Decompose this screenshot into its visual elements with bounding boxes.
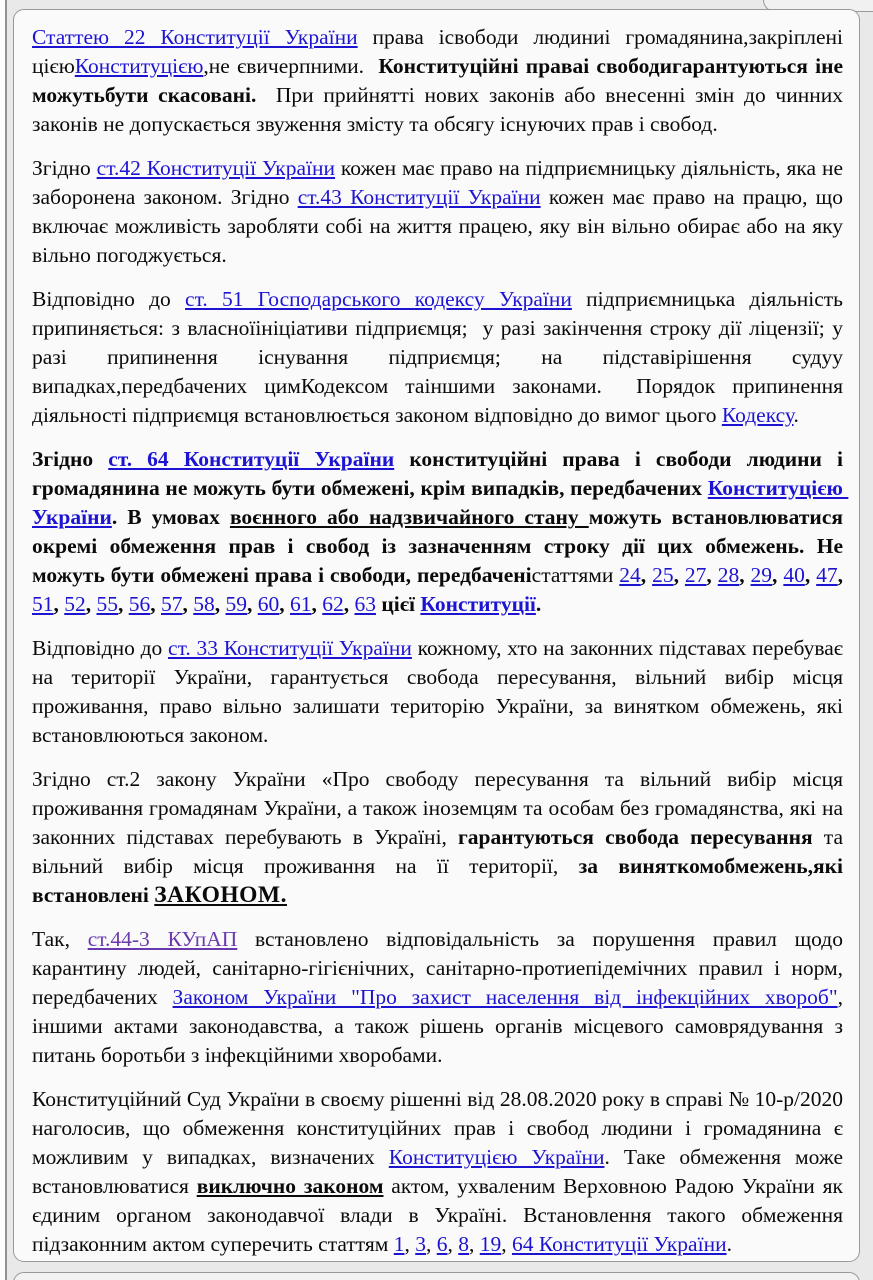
text-run: . — [726, 1232, 732, 1256]
text-run: Конституційні праваі свободигарантуються іне можутьбути скасовані. — [32, 54, 849, 107]
hyperlink[interactable]: 8 — [458, 1232, 469, 1256]
paragraph — [32, 445, 849, 619]
text-run: , — [804, 563, 817, 587]
hyperlink[interactable]: 28 — [717, 563, 740, 587]
text-run: Відповідно до — [32, 636, 169, 660]
hyperlink[interactable]: 27 — [684, 563, 707, 587]
text-run: ,не євичерпними. — [203, 54, 379, 78]
text-run: , — [85, 592, 97, 616]
text-run: , — [501, 1232, 512, 1256]
text-run: , — [53, 592, 65, 616]
hyperlink[interactable]: 51 — [32, 592, 54, 616]
text-run: , — [837, 563, 849, 587]
text-run: , — [772, 563, 784, 587]
text-run: . В умовах — [111, 505, 230, 529]
paragraph — [32, 765, 849, 910]
hyperlink[interactable]: ст.43 Конституції України — [297, 185, 541, 209]
text-run: кожен має право на підприємницьку діяльність, яка не заборонена законом. Згідно — [32, 156, 849, 209]
hyperlink[interactable]: 55 — [96, 592, 118, 616]
hyperlink[interactable]: 25 — [652, 563, 674, 587]
hyperlink[interactable]: ст. 51 Господарського кодексу України — [185, 287, 572, 311]
text-run: , — [404, 1232, 416, 1256]
hyperlink[interactable]: 56 — [128, 592, 151, 616]
text-run: , — [279, 592, 290, 616]
hyperlink[interactable]: 1 — [393, 1232, 405, 1256]
hyperlink[interactable]: ст. 64 Конституції України — [108, 447, 395, 471]
text-run: , — [214, 592, 226, 616]
hyperlink[interactable]: 60 — [257, 592, 280, 616]
hyperlink[interactable]: Конституції — [420, 592, 536, 616]
paragraph — [32, 23, 849, 139]
text-run: , — [247, 592, 258, 616]
text-run: конституційні права і свободи людини і громадянина не можуть бути обмежені, крім випадків, передбачених — [32, 447, 849, 500]
hyperlink[interactable]: ст. 33 Конституції України — [168, 636, 412, 660]
hyperlink[interactable]: Конституцією України — [32, 476, 849, 529]
text-run: Відповідно до — [32, 287, 186, 311]
paragraph — [32, 154, 849, 270]
text-run: При прийнятті нових законів або внесенні змін до чинних законів не допускається звуження змісту та обсягу існуючих прав і свобод. — [32, 83, 849, 136]
hyperlink[interactable]: 6 — [436, 1232, 448, 1256]
text-run: актом, ухваленим Верховною Радою України як єдиним органом законодавчої влади в Україні. Встановлення такого обмеження підзаконним актом суперечить статтям — [32, 1174, 849, 1256]
text-run: за виняткомобмежень,які встановлені — [32, 854, 849, 907]
hyperlink[interactable]: Законом України "Про захист населення від інфекційних хвороб" — [172, 985, 838, 1009]
text-run: , — [640, 563, 653, 587]
paragraph — [32, 1085, 849, 1259]
text-run: встановлено відповідальність за порушення правил щодо карантину людей, санітарно-гігієнічних, санітарно-протиепідемічних правил і норм, передбачених — [32, 927, 849, 1009]
text-run: , — [182, 592, 194, 616]
text-run: виключно законом — [196, 1174, 384, 1198]
text-run: Згідно — [32, 156, 97, 180]
text-run: , — [118, 592, 129, 616]
hyperlink[interactable]: 40 — [783, 563, 805, 587]
text-run: права ісвободи людиниі громадянина,закріплені цією — [32, 25, 849, 78]
text-run: Згідно — [32, 447, 109, 471]
hyperlink[interactable]: ст.42 Конституції України — [96, 156, 336, 180]
text-run: , — [706, 563, 718, 587]
panel-divider-line — [5, 0, 7, 1280]
next-page-card-edge — [13, 1272, 860, 1280]
hyperlink[interactable]: Конституцією України — [388, 1145, 605, 1169]
document-page-card — [13, 9, 860, 1262]
text-run: , іншими актами законодавства, а також рішень органів місцевого самоврядування з питань боротьби з інфекційними хворобами. — [32, 985, 849, 1067]
paragraph — [32, 925, 849, 1070]
hyperlink[interactable]: 52 — [64, 592, 86, 616]
hyperlink[interactable]: Конституцією — [74, 54, 204, 78]
text-run: Так, — [32, 927, 88, 951]
hyperlink[interactable]: 47 — [816, 563, 838, 587]
paragraph — [32, 285, 849, 430]
hyperlink[interactable]: Статтею 22 Конституції України — [32, 25, 358, 49]
hyperlink[interactable]: 24 — [619, 563, 641, 587]
text-run: можуть встановлюватися окремі обмеження прав і свобод із зазначенням строку дії цих обмежень. Не можуть бути обмежені права і свободи, передбачені — [32, 505, 849, 587]
paragraph — [32, 634, 849, 750]
text-run: кожному, хто на законних підставах перебуває на території України, гарантується свобода пересування, вільний вибір місця проживання, право вільно залишати територію України, за винятком обмежень, які встановлюються законом. — [32, 636, 849, 747]
text-run: воєнного або надзвичайного стану — [229, 505, 589, 529]
hyperlink[interactable]: 62 — [322, 592, 344, 616]
text-run: . — [793, 403, 799, 427]
hyperlink[interactable]: 64 Конституції України — [511, 1232, 727, 1256]
text-run: гарантуються свобода пересування — [458, 825, 813, 849]
hyperlink[interactable]: 61 — [290, 592, 312, 616]
text-run: , — [447, 1232, 459, 1256]
hyperlink[interactable]: 59 — [225, 592, 247, 616]
text-run: Конституційний Суд України в своєму рішенні від 28.08.2020 року в справі № 10-р/2020 наголосив, що обмеження конституційних прав і свобод людини і громадянина є можливим у випадках, визначених — [32, 1087, 849, 1169]
hyperlink[interactable]: 3 — [415, 1232, 426, 1256]
text-run: кожен має право на працю, що включає можливість заробляти собі на життя працею, яку він вільно обирає або на яку вільно погоджується. — [32, 185, 849, 267]
text-run: . — [535, 592, 542, 616]
text-run: , — [673, 563, 685, 587]
hyperlink[interactable]: 29 — [750, 563, 773, 587]
text-run: , — [343, 592, 355, 616]
text-run: статтями — [531, 563, 620, 587]
text-run: , — [468, 1232, 480, 1256]
hyperlink[interactable]: 58 — [193, 592, 215, 616]
text-run: , — [150, 592, 161, 616]
hyperlink[interactable]: 57 — [161, 592, 183, 616]
text-run: , — [425, 1232, 437, 1256]
hyperlink[interactable]: 19 — [479, 1232, 502, 1256]
hyperlink[interactable]: ст.44-3 КУпАП — [87, 927, 238, 951]
text-run: цієї — [376, 592, 421, 616]
hyperlink[interactable]: Кодексу — [721, 403, 794, 427]
text-run: , — [311, 592, 323, 616]
hyperlink[interactable]: 63 — [354, 592, 376, 616]
document-body — [32, 23, 849, 1259]
text-run: підприємницька діяльність припиняється: з власноїініціативи підприємця; у разі закінчення строку дії ліцензії; у разі припинення існування підприємця; на підставірішення судуу випадках,передбачених цимКодексом таіншими законами. Порядок припинення діяльності підприємця встановлюється законом відповідно до вимог цього — [32, 287, 849, 427]
text-run: . Таке обмеження може встановлюватися — [32, 1145, 849, 1198]
text-run: та вільний вибір місця проживання на її території, — [32, 825, 849, 878]
text-run: Згідно ст.2 закону України «Про свободу пересування та вільний вибір місця проживання громадянам України, а також іноземцям та особам без громадянства, які на законних підставах перебувають в Україні, — [32, 767, 849, 849]
text-run: ЗАКОНОМ. — [154, 882, 287, 908]
text-run: , — [739, 563, 751, 587]
